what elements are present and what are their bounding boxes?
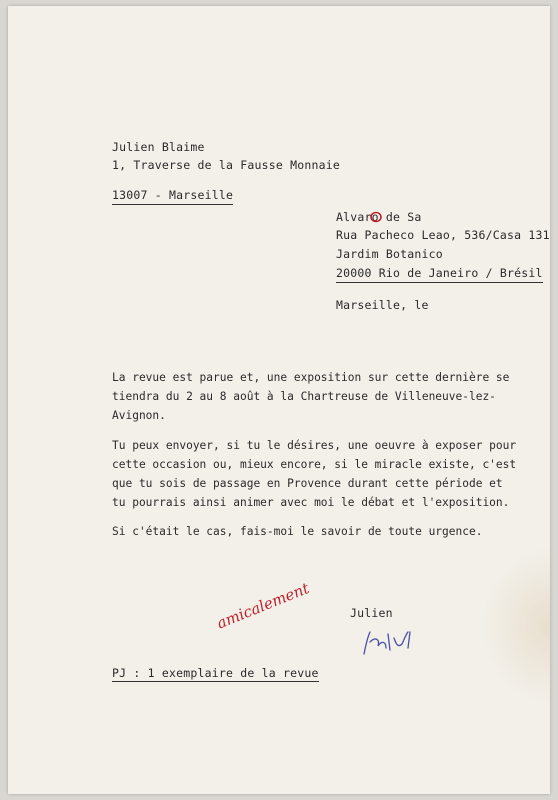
red-ink-mark — [369, 211, 383, 223]
paragraph-line: que tu sois de passage en Provence durant cette période et — [112, 477, 503, 490]
handwritten-note-text: amicalement — [214, 579, 312, 633]
recipient-name: Alvaro de Sa — [336, 210, 422, 224]
recipient-street: Rua Pacheco Leao, 536/Casa 131 — [336, 228, 550, 242]
enclosure-text: PJ : 1 exemplaire de la revue — [112, 666, 319, 680]
recipient-city: 20000 Rio de Janeiro / Brésil — [336, 266, 543, 283]
signature — [358, 624, 418, 660]
paper-stain — [480, 546, 550, 706]
recipient-district: Jardim Botanico — [336, 247, 443, 261]
paragraph-line: tu pourrais ainsi animer avec moi le débat et l'exposition. — [112, 496, 510, 509]
sender-address: 1, Traverse de la Fausse Monnaie — [112, 158, 340, 172]
sender-name: Julien Blaime — [112, 140, 205, 154]
closing-name: Julien — [350, 606, 393, 620]
letter-page — [8, 6, 550, 794]
date-line: Marseille, le — [336, 298, 429, 312]
paragraph-line: tiendra du 2 au 8 août à la Chartreuse de Villeneuve-lez- — [112, 390, 496, 403]
paragraph-line: Avignon. — [112, 409, 166, 422]
paragraph-2 — [112, 436, 516, 512]
enclosure-line — [112, 666, 319, 681]
paragraph-line: Si c'était le cas, fais-moi le savoir de toute urgence. — [112, 525, 483, 538]
paragraph-line: La revue est parue et, une exposition sur cette dernière se — [112, 371, 510, 384]
paragraph-3 — [112, 522, 482, 541]
sender-city: 13007 - Marseille — [112, 188, 233, 205]
handwritten-note — [204, 574, 334, 633]
paragraph-line: Tu peux envoyer, si tu le désires, une oeuvre à exposer pour — [112, 439, 517, 452]
paragraph-1 — [112, 368, 509, 425]
paragraph-line: cette occasion ou, mieux encore, si le miracle existe, c'est — [112, 458, 517, 471]
